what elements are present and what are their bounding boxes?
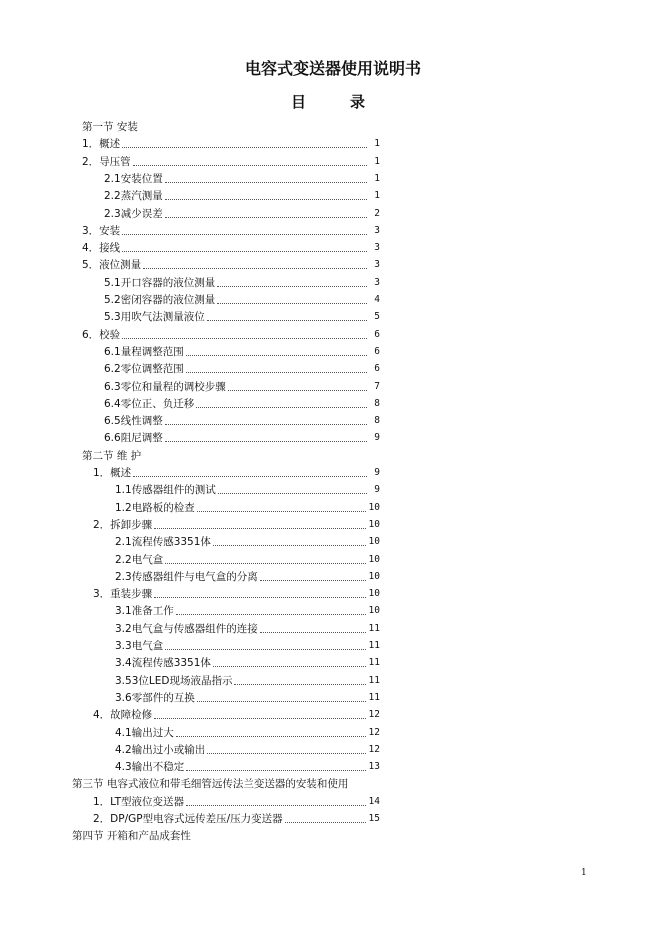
leader-dots: [133, 164, 367, 166]
toc-entry: [93, 464, 380, 480]
toc-entry: [82, 222, 380, 238]
toc-entry-label: 第一节 安装: [82, 121, 138, 133]
toc-entry-page: 3: [374, 242, 380, 254]
toc-entry-page: 8: [374, 415, 380, 427]
toc-entry-label: 4．故障检修: [93, 709, 153, 722]
toc-entry-page: 12: [368, 743, 380, 755]
toc-entry: [104, 378, 380, 394]
toc-entry-label: 6．校验: [82, 328, 121, 341]
toc-entry-page: 12: [368, 709, 380, 721]
toc-entry: [104, 395, 380, 411]
toc-entry-label: 6.3零位和量程的调校步骤: [104, 380, 226, 393]
toc-entry: [82, 326, 380, 342]
toc-entry-page: 11: [368, 622, 380, 634]
toc-entry-page: 9: [374, 467, 380, 478]
toc-entry: [93, 706, 380, 722]
leader-dots: [165, 216, 367, 218]
toc-entry-label: 6.1量程调整范围: [104, 345, 184, 358]
toc-entry-page: 5: [374, 311, 380, 323]
toc-entry: [115, 481, 380, 497]
leader-dots: [122, 250, 367, 252]
leader-dots: [133, 475, 367, 477]
leader-dots: [260, 579, 366, 581]
leader-dots: [122, 146, 367, 148]
toc-section-heading: [82, 118, 402, 134]
leader-dots: [165, 198, 367, 200]
toc-entry: [115, 551, 380, 567]
toc-entry-label: 3．重装步骤: [93, 588, 153, 601]
toc-entry-label: 1.2电路板的检查: [115, 501, 195, 514]
toc-entry: [104, 308, 380, 324]
toc-entry-page: 10: [368, 501, 380, 513]
toc-entry-page: 9: [374, 484, 380, 496]
toc-entry-page: 11: [368, 691, 380, 703]
toc-entry-page: 4: [374, 294, 380, 305]
toc-heading-char-1: 目: [291, 93, 307, 111]
toc-entry-label: 2.2电气盒: [115, 553, 164, 566]
leader-dots: [186, 354, 367, 356]
leader-dots: [260, 631, 366, 633]
toc-section-heading: [72, 775, 392, 791]
leader-dots: [207, 319, 367, 321]
toc-entry-label: 3.6零部件的互换: [115, 691, 195, 704]
toc-heading: [291, 91, 365, 112]
toc-entry: [82, 135, 380, 151]
leader-dots: [228, 389, 367, 391]
toc-entry: [104, 360, 380, 376]
toc-entry-page: 9: [374, 432, 380, 444]
toc-entry-page: 3: [374, 276, 380, 288]
toc-entry-label: 6.6阻尼调整: [104, 432, 163, 445]
toc-entry-label: 第四节 开箱和产品成套性: [72, 830, 191, 843]
toc-entry: [82, 256, 380, 272]
toc-entry: [93, 516, 380, 532]
toc-entry-label: 1．LT型液位变送器: [93, 795, 184, 808]
toc-entry-page: 7: [374, 380, 380, 392]
leader-dots: [165, 562, 365, 564]
toc-entry-page: 10: [368, 570, 380, 582]
toc-entry-label: 4.2输出过小或输出: [115, 743, 206, 756]
leader-dots: [285, 821, 366, 823]
toc-entry-label: 5.3用吹气法测量液位: [104, 311, 205, 324]
toc-entry: [104, 412, 380, 428]
leader-dots: [213, 544, 366, 546]
toc-entry-page: 1: [374, 172, 380, 184]
toc-entry-label: 1．概述: [82, 138, 121, 151]
toc-entry: [115, 533, 380, 549]
toc-entry-label: 4.3输出不稳定: [115, 761, 185, 774]
leader-dots: [176, 613, 366, 615]
toc-entry: [93, 810, 380, 826]
toc-entry-page: 13: [368, 761, 380, 773]
toc-entry-label: 2．DP/GP型电容式远传差压/压力变送器: [93, 813, 283, 825]
toc-entry-page: 6: [374, 345, 380, 357]
leader-dots: [154, 717, 365, 719]
toc-entry: [104, 205, 380, 221]
leader-dots: [165, 648, 365, 650]
toc-section-heading: [72, 827, 392, 843]
toc-entry-page: 3: [374, 224, 380, 236]
toc-entry-page: 10: [368, 605, 380, 617]
toc-entry-label: 第二节 维 护: [82, 449, 142, 462]
toc-entry: [115, 689, 380, 705]
toc-heading-char-2: 录: [350, 93, 366, 111]
toc-entry: [104, 343, 380, 359]
toc-entry-label: 4．接线: [82, 242, 121, 255]
toc-entry-page: 1: [374, 190, 380, 202]
toc-entry: [82, 153, 380, 169]
toc-entry-page: 8: [374, 397, 380, 409]
toc-entry-page: 10: [368, 518, 380, 530]
toc-entry-page: 12: [368, 726, 380, 738]
toc-entry-page: 14: [368, 795, 380, 807]
toc-entry-label: 2.1流程传感3351体: [115, 536, 211, 549]
toc-entry-page: 11: [368, 674, 380, 686]
toc-entry-label: 3.4流程传感3351体: [115, 657, 211, 670]
toc-entry-label: 1．概述: [93, 467, 132, 479]
toc-entry-page: 2: [374, 207, 380, 219]
toc-entry-label: 2.3减少误差: [104, 207, 163, 220]
leader-dots: [234, 683, 365, 685]
toc-entry-label: 2.1安装位置: [104, 172, 163, 185]
toc-entry: [104, 187, 380, 203]
leader-dots: [186, 769, 365, 771]
toc-entry-label: 6.5线性调整: [104, 415, 163, 428]
toc-entry-label: 第三节 电容式液位和带毛细管远传法兰变送器的安装和使用: [72, 778, 349, 791]
leader-dots: [218, 492, 367, 494]
toc-entry: [115, 672, 380, 688]
toc-entry: [115, 758, 380, 774]
toc-entry-label: 3.1准备工作: [115, 605, 174, 618]
toc-entry-label: 6.4零位正、负迁移: [104, 397, 195, 410]
toc-entry-page: 1: [374, 138, 380, 150]
toc-entry-page: 3: [374, 259, 380, 271]
toc-entry-page: 10: [368, 553, 380, 565]
toc-entry-page: 11: [368, 640, 380, 651]
leader-dots: [176, 735, 366, 737]
toc-section-heading: [82, 447, 402, 463]
toc-entry: [104, 429, 380, 445]
toc-entry-label: 3.3电气盒: [115, 640, 164, 652]
leader-dots: [196, 406, 367, 408]
toc-entry-label: 2．拆卸步骤: [93, 518, 153, 531]
toc-entry-page: 10: [368, 588, 380, 600]
leader-dots: [197, 700, 366, 702]
leader-dots: [165, 423, 367, 425]
leader-dots: [186, 804, 366, 806]
toc-entry-label: 1.1传感器组件的测试: [115, 484, 216, 497]
toc-entry: [115, 620, 380, 636]
leader-dots: [122, 337, 367, 339]
leader-dots: [197, 510, 366, 512]
toc-entry-page: 11: [368, 657, 380, 669]
toc-entry: [82, 239, 380, 255]
toc-entry: [115, 568, 380, 584]
toc-entry: [115, 602, 380, 618]
leader-dots: [213, 665, 366, 667]
toc-entry: [93, 793, 380, 809]
leader-dots: [217, 285, 367, 287]
toc-entry-page: 6: [374, 363, 380, 375]
toc-entry: [104, 274, 380, 290]
toc-entry-label: 2．导压管: [82, 155, 131, 168]
toc-entry: [104, 291, 380, 307]
toc-entry: [104, 170, 380, 186]
toc-entry: [115, 637, 380, 653]
toc-entry-label: 5．液位测量: [82, 259, 142, 272]
toc-entry-label: 5.2密闭容器的液位测量: [104, 294, 216, 306]
leader-dots: [217, 302, 367, 304]
toc-entry-page: 10: [368, 536, 380, 548]
leader-dots: [143, 267, 367, 269]
leader-dots: [122, 233, 367, 235]
toc-entry-label: 4.1输出过大: [115, 726, 174, 739]
leader-dots: [186, 371, 367, 373]
leader-dots: [154, 596, 365, 598]
toc-entry-label: 3．安装: [82, 224, 121, 237]
leader-dots: [207, 752, 365, 754]
toc-entry-label: 3.2电气盒与传感器组件的连接: [115, 622, 258, 635]
toc-entry: [115, 741, 380, 757]
toc-entry: [115, 654, 380, 670]
toc-entry: [115, 724, 380, 740]
toc-entry-page: 15: [368, 813, 380, 824]
toc-entry: [115, 499, 380, 515]
toc-entry-label: 2.3传感器组件与电气盒的分离: [115, 570, 258, 583]
toc-entry-label: 2.2蒸汽测量: [104, 190, 163, 203]
toc-entry-label: 3.53位LED现场液晶指示: [115, 674, 233, 687]
toc-entry-label: 6.2零位调整范围: [104, 363, 184, 376]
toc-entry: [93, 585, 380, 601]
toc-entry-page: 6: [374, 328, 380, 340]
leader-dots: [154, 527, 365, 529]
leader-dots: [165, 181, 367, 183]
leader-dots: [165, 440, 367, 442]
toc-entry-page: 1: [374, 155, 380, 167]
page-number: 1: [581, 868, 587, 878]
toc-entry-label: 5.1开口容器的液位测量: [104, 276, 216, 289]
document-title: 电容式变送器使用说明书: [244, 59, 421, 78]
